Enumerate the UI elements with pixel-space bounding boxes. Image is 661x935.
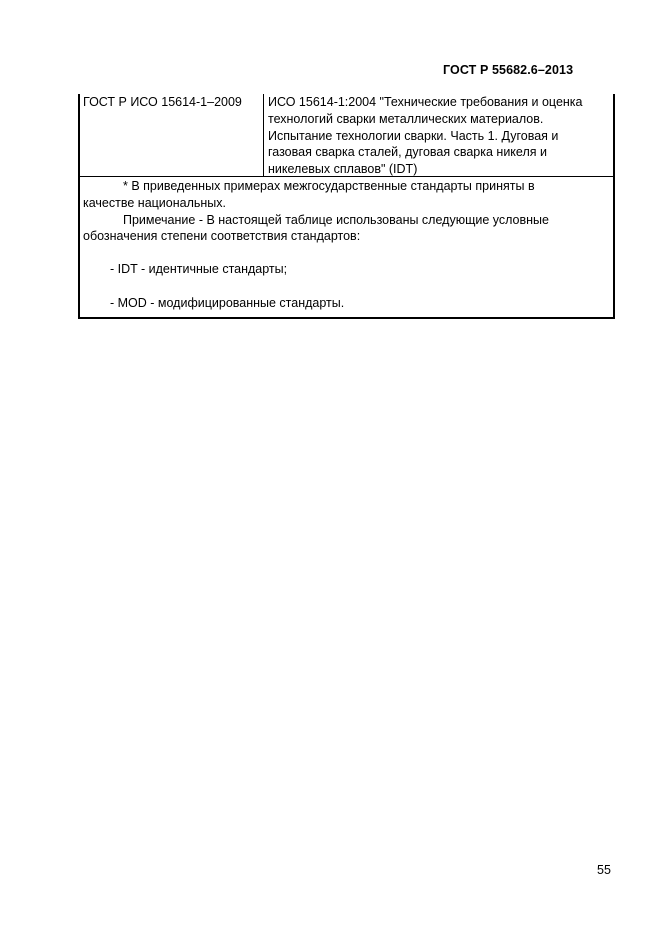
legend-item-mod: - MOD - модифицированные стандарты. [110,295,345,310]
table-row [80,94,613,177]
standards-correspondence-table [78,94,615,319]
international-standard-line: никелевых сплавов" (IDT) [268,162,418,177]
international-standard-line: газовая сварка сталей, дуговая сварка никеля и [268,145,547,160]
column-divider [263,94,264,176]
international-standard-line: технологий сварки металлических материалов. [268,111,544,126]
page-number: 55 [597,863,611,877]
note-line: Примечание - В настоящей таблице использованы следующие условные [123,212,549,227]
footnote-line: качестве национальных. [83,195,227,210]
international-standard-line: ИСО 15614-1:2004 "Технические требования и оценка [268,95,583,109]
legend-item-idt: - IDT - идентичные стандарты; [110,262,288,277]
international-standard-line: Испытание технологии сварки. Часть 1. Дуговая и [268,128,559,143]
international-standard-cell [268,94,614,178]
document-designation: ГОСТ Р 55682.6–2013 [443,63,574,77]
note-line: обозначения степени соответствия стандартов: [83,229,361,244]
national-standard-cell: ГОСТ Р ИСО 15614-1–2009 [83,95,242,109]
table-notes [83,178,611,312]
footnote-line: * В приведенных примерах межгосударственные стандарты приняты в [123,179,535,193]
